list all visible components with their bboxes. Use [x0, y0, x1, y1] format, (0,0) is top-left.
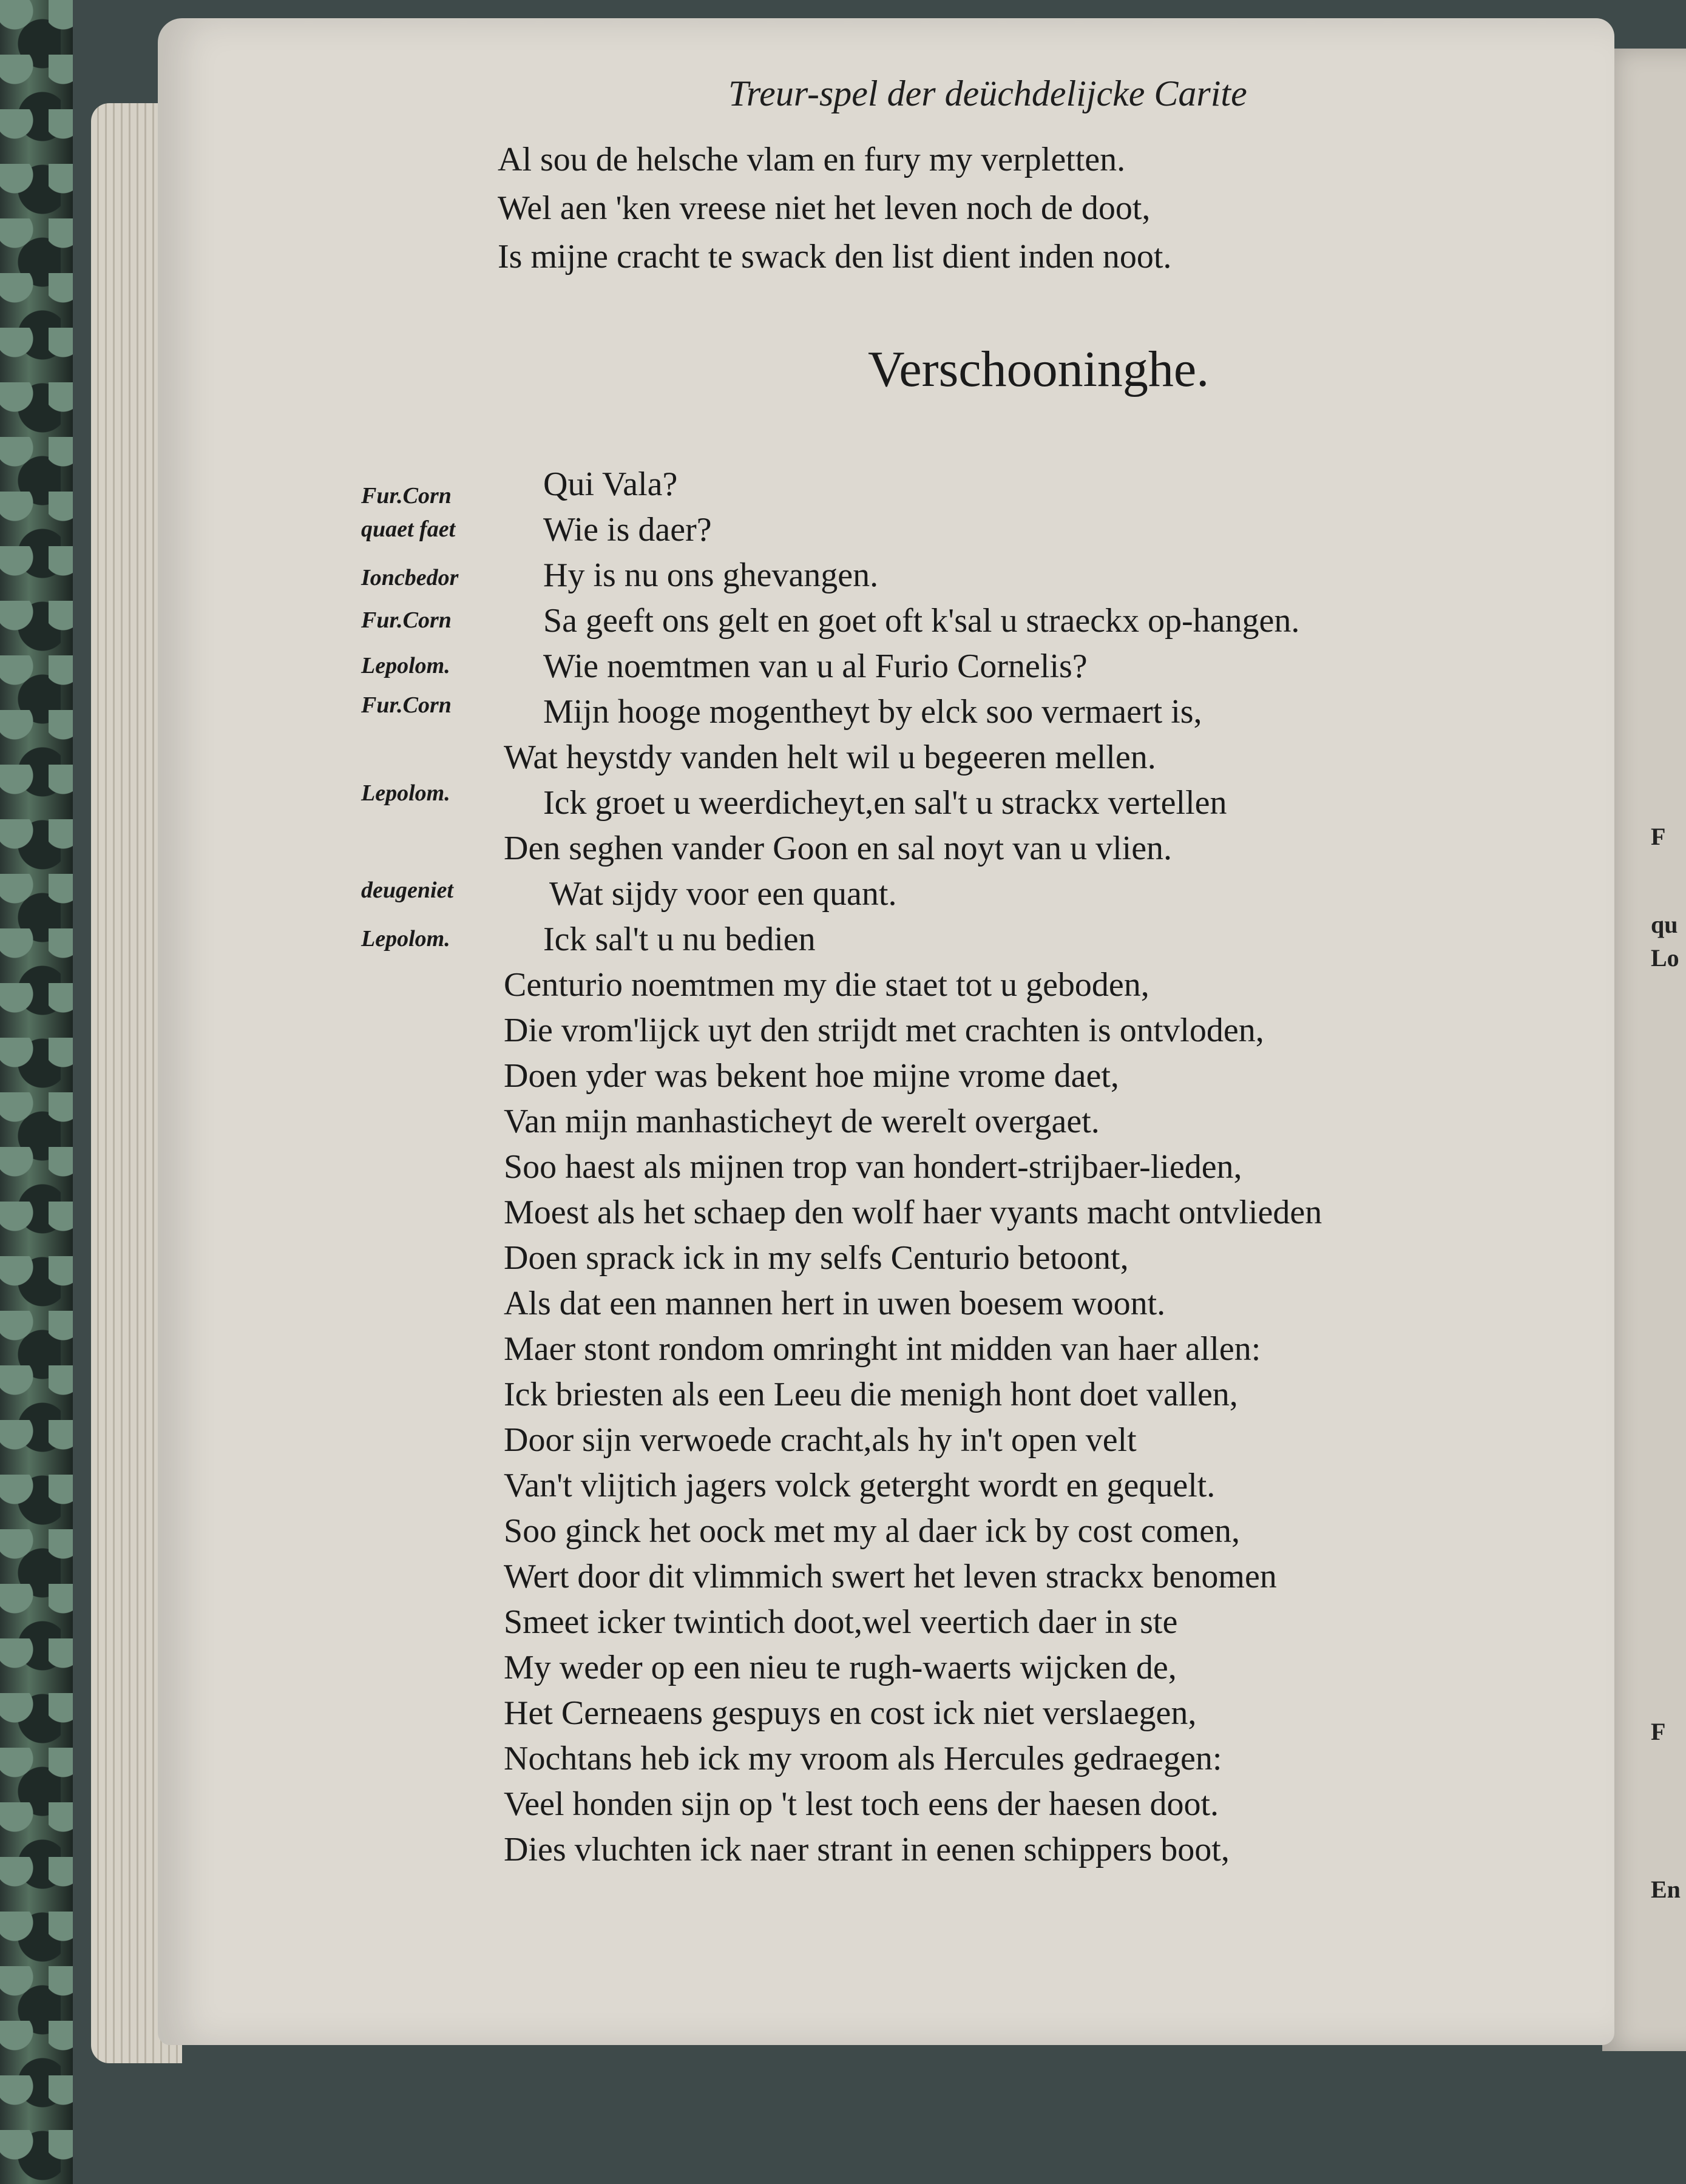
dialogue-line: Het Cerneaens gespuys en cost ick niet verslaegen, — [504, 1694, 1197, 1732]
speaker-label: deugeniet — [361, 877, 453, 903]
dialogue-line: Den seghen vander Goon en sal noyt van u vlien. — [504, 830, 1173, 867]
speaker-label: quaet faet — [361, 516, 456, 542]
dialogue-line: Wat sijdy voor een quant. — [549, 875, 897, 913]
section-heading: Verschooninghe. — [868, 341, 1210, 397]
dialogue-line: Moest als het schaep den wolf haer vyants macht ontvlieden — [504, 1194, 1322, 1231]
dialogue-line: Wat heystdy vanden helt wil u begeeren mellen. — [504, 739, 1156, 776]
speaker-label: Lepolom. — [361, 926, 450, 952]
dialogue-line: Wert door dit vlimmich swert het leven strackx benomen — [504, 1558, 1277, 1595]
dialogue-line: Maer stont rondom omringht int midden van haer allen: — [504, 1330, 1261, 1368]
speaker-label: Fur.Corn — [361, 692, 452, 718]
dialogue-line: My weder op een nieu te rugh-waerts wijcken de, — [504, 1649, 1177, 1686]
dialogue-line: Smeet icker twintich doot,wel veertich daer in ste — [504, 1603, 1178, 1641]
dialogue-line: Wie is daer? — [543, 511, 712, 549]
book-binding — [0, 0, 73, 2184]
dialogue-line: Sa geeft ons gelt en goet oft k'sal u straeckx op-hangen. — [543, 602, 1300, 640]
dialogue-line: Doen yder was bekent hoe mijne vrome daet, — [504, 1057, 1119, 1095]
opening-line: Wel aen 'ken vreese niet het leven noch de doot, — [498, 189, 1151, 227]
dialogue-line: Ick sal't u nu bedien — [543, 921, 816, 958]
opening-line: Is mijne cracht te swack den list dient inden noot. — [498, 238, 1172, 276]
dialogue-line: Dies vluchten ick naer strant in eenen schippers boot, — [504, 1831, 1230, 1868]
facing-page-letter: En — [1651, 1876, 1681, 1903]
dialogue-line: Ick briesten als een Leeu die menigh hont doet vallen, — [504, 1376, 1238, 1413]
dialogue-line: Soo ginck het oock met my al daer ick by cost comen, — [504, 1512, 1241, 1550]
dialogue-line: Van't vlijtich jagers volck geterght wordt en gequelt. — [504, 1467, 1216, 1504]
speaker-label: Ioncbedor — [361, 565, 459, 590]
dialogue-line: Door sijn verwoede cracht,als hy in't open velt — [504, 1421, 1137, 1459]
dialogue-line: Soo haest als mijnen trop van hondert-strijbaer-lieden, — [504, 1148, 1242, 1186]
dialogue-line: Ick groet u weerdicheyt,en sal't u strackx vertellen — [543, 784, 1227, 822]
dialogue-line: Mijn hooge mogentheyt by elck soo vermaert is, — [543, 693, 1202, 731]
speaker-label: Fur.Corn — [361, 607, 452, 633]
dialogue-line: Van mijn manhasticheyt de werelt overgaet. — [504, 1103, 1100, 1140]
dialogue-line: Centurio noemtmen my die staet tot u geboden, — [504, 966, 1149, 1004]
speaker-label: Lepolom. — [361, 653, 450, 678]
speaker-label: Fur.Corn — [361, 483, 452, 509]
speaker-label: Lepolom. — [361, 780, 450, 806]
dialogue-line: Nochtans heb ick my vroom als Hercules gedraegen: — [504, 1740, 1222, 1777]
facing-page-letter: Lo — [1651, 944, 1679, 972]
dialogue-line: Veel honden sijn op 't lest toch eens der haesen doot. — [504, 1785, 1219, 1823]
dialogue-line: Doen sprack ick in my selfs Centurio betoont, — [504, 1239, 1129, 1277]
facing-page-letter: qu — [1651, 911, 1678, 938]
opening-line: Al sou de helsche vlam en fury my verpletten. — [498, 141, 1126, 178]
running-head: Treur-spel der deüchdelijcke Carite — [728, 73, 1247, 113]
facing-page-letter: F — [1651, 1718, 1666, 1745]
facing-page-letter: F — [1651, 823, 1666, 850]
dialogue-line: Die vrom'lijck uyt den strijdt met crachten is ontvloden, — [504, 1012, 1264, 1049]
dialogue-line: Qui Vala? — [543, 465, 678, 503]
dialogue-line: Wie noemtmen van u al Furio Cornelis? — [543, 647, 1088, 685]
facing-page — [1602, 49, 1686, 2051]
dialogue-line: Hy is nu ons ghevangen. — [543, 556, 879, 594]
dialogue-line: Als dat een mannen hert in uwen boesem woont. — [504, 1285, 1166, 1322]
